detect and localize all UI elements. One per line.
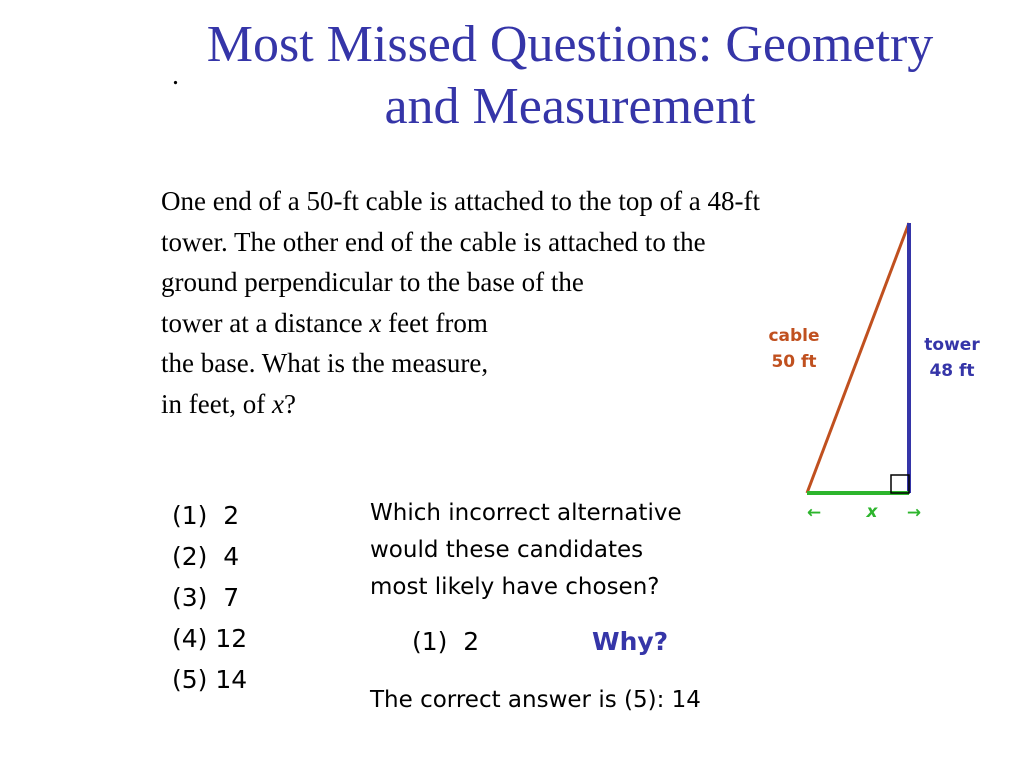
followup-line-1: Which incorrect alternative: [370, 500, 682, 526]
triangle-diagram: [740, 210, 1020, 530]
choice-4: (4) 12: [172, 624, 248, 653]
problem-line-4-pre: tower at a distance: [161, 307, 370, 338]
picked-alternative: (1) 2: [412, 627, 480, 656]
base-variable-label: x: [866, 502, 878, 522]
cable-line: [807, 223, 909, 493]
problem-line-3: ground perpendicular to the base of the: [161, 267, 584, 297]
problem-line-6-pre: in feet, of: [161, 388, 272, 419]
problem-line-2: tower. The other end of the cable is attached to the: [161, 226, 706, 257]
slide-title: [150, 14, 990, 138]
cable-length-label: 50 ft: [771, 352, 817, 372]
choice-2: (2) 4: [172, 542, 240, 571]
correct-answer: The correct answer is (5): 14: [370, 687, 701, 713]
followup-question: [370, 495, 682, 606]
followup-line-3: most likely have chosen?: [370, 574, 660, 600]
arrow-left-icon: ←: [806, 503, 822, 523]
answer-choices: [172, 495, 247, 700]
choice-3: (3) 7: [172, 583, 240, 612]
why-prompt: Why?: [592, 627, 669, 656]
right-angle-marker: [891, 475, 909, 493]
problem-line-1: One end of a 50-ft cable is attached to the top of a 48-ft: [161, 186, 761, 216]
stray-bullet: .: [172, 60, 179, 91]
tower-label: tower: [924, 335, 980, 355]
problem-line-5: the base. What is the measure,: [161, 348, 489, 378]
problem-line-4-post: feet from: [381, 307, 488, 338]
problem-variable-x-2: x: [271, 388, 284, 419]
title-line-2: and Measurement: [384, 78, 756, 135]
problem-line-6-post: ?: [283, 388, 296, 419]
title-line-1: Most Missed Questions: Geometry: [206, 16, 934, 73]
cable-label: cable: [768, 326, 820, 346]
tower-length-label: 48 ft: [929, 361, 975, 381]
choice-1: (1) 2: [172, 501, 240, 530]
choice-5: (5) 14: [172, 665, 248, 694]
arrow-right-icon: →: [906, 503, 922, 523]
problem-variable-x: x: [369, 307, 382, 338]
followup-line-2: would these candidates: [370, 537, 644, 563]
